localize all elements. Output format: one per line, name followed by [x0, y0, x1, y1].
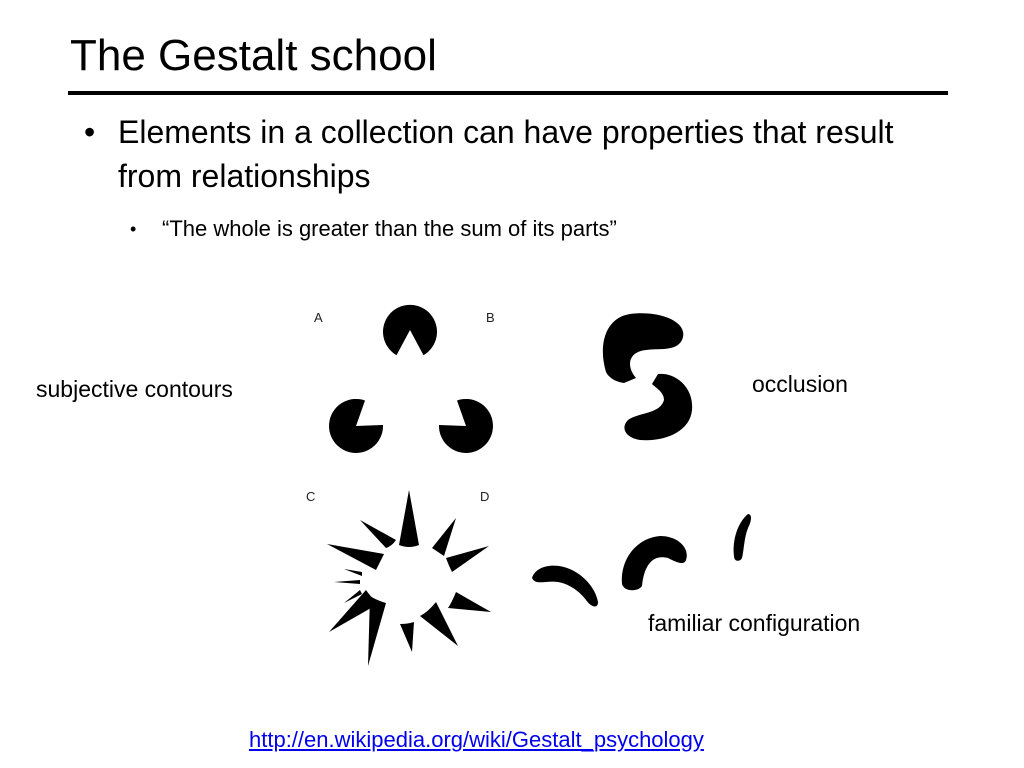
- bullet-marker: •: [84, 114, 96, 150]
- familiar-configuration-figure: [532, 514, 751, 606]
- spike-bottom: [400, 622, 414, 652]
- pacman-top: [383, 305, 437, 355]
- caption-familiar-configuration: familiar configuration: [648, 610, 861, 636]
- fragment-right: [734, 514, 751, 561]
- spike-top: [399, 490, 419, 547]
- fragment-middle: [622, 536, 687, 590]
- sub-bullet-marker: •: [130, 219, 137, 239]
- spike-right-lower: [448, 592, 491, 612]
- spike-top-right: [432, 518, 456, 556]
- spike-top-left: [360, 520, 396, 548]
- fragment-left: [532, 566, 598, 607]
- pacman-bottom-right: [439, 399, 493, 453]
- occluded-shape-bottom: [624, 374, 692, 440]
- slide-title: The Gestalt school: [70, 31, 437, 80]
- occlusion-figure: [603, 313, 692, 440]
- caption-occlusion: occlusion: [752, 371, 848, 397]
- caption-subjective-contours: subjective contours: [36, 376, 233, 402]
- bullet-text: Elements in a collection can have properties that result from relationships: [118, 114, 894, 194]
- wikipedia-link[interactable]: http://en.wikipedia.org/wiki/Gestalt_psychology: [249, 727, 704, 752]
- spike-right-upper: [446, 546, 489, 572]
- illusory-circle-figure: [327, 490, 491, 666]
- panel-label-d: D: [480, 489, 490, 504]
- panel-label-b: B: [486, 310, 495, 325]
- pacman-bottom-left: [329, 399, 383, 453]
- spike-left-small-2: [334, 580, 360, 584]
- spike-bottom-right: [420, 602, 458, 646]
- kanizsa-triangle-figure: [329, 305, 493, 453]
- occluded-shape-top: [603, 313, 683, 383]
- spike-left-upper: [327, 544, 384, 570]
- sub-bullet-text: “The whole is greater than the sum of its parts”: [162, 216, 617, 241]
- spike-left-small-3: [344, 569, 362, 576]
- panel-label-a: A: [314, 310, 323, 325]
- panel-label-c: C: [306, 489, 316, 504]
